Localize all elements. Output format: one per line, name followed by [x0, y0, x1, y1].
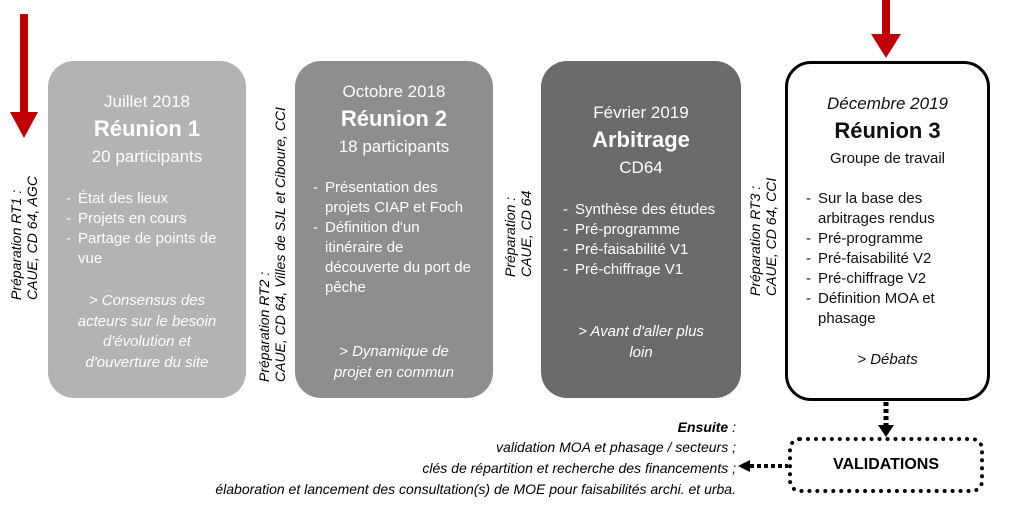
card-item: - Pré-faisabilité V2 — [806, 249, 982, 269]
card-note: > Débats — [857, 351, 918, 368]
card-item: - Définition MOA et phasage — [806, 289, 982, 329]
ensuite-line: élaboration et lancement des consultation(s) de MOE pour faisabilités archi. et urba. — [215, 481, 736, 497]
card-item: - Pré-programme — [806, 229, 982, 249]
end-arrow-icon — [871, 0, 901, 60]
card-item: - Pré-faisabilité V1 — [563, 240, 733, 260]
meeting-card-reunion-2 — [295, 61, 493, 398]
ensuite-line: validation MOA et phasage / secteurs ; — [496, 439, 736, 455]
card-subtitle: Groupe de travail — [829, 150, 946, 167]
card-subtitle: 20 participants — [91, 147, 203, 166]
card-items — [313, 178, 481, 298]
card-items — [66, 189, 238, 269]
card-subtitle: 18 participants — [338, 137, 450, 156]
card-item: - Pré-programme — [563, 220, 733, 240]
prep-label-rt2: Préparation RT2 : CAUE, CD 64, Villes de SJL et Ciboure, CCI — [256, 107, 288, 382]
prep-label-rt3: Préparation RT3 : CAUE, CD 64, CCI — [747, 177, 779, 296]
ensuite-line: clés de répartition et recherche des financements ; — [422, 460, 736, 476]
card-title: Arbitrage — [592, 127, 690, 152]
card-item: - État des lieux — [66, 189, 238, 209]
card-date: Décembre 2019 — [827, 94, 948, 113]
card-item: - Partage de points de vue — [66, 229, 238, 269]
validations-box — [788, 437, 984, 493]
card-item: - Définition d'un itinéraire de découverte du port de pêche — [313, 218, 481, 298]
card-item: - Sur la base des arbitrages rendus — [806, 189, 982, 229]
card-note: > Avant d'aller plus loin — [578, 323, 704, 361]
card-item: - Synthèse des études — [563, 200, 733, 220]
card-subtitle: CD64 — [619, 158, 663, 177]
card-note: > Consensus des acteurs sur le besoin d'évolution et d'ouverture du site — [77, 292, 217, 371]
down-dotted-arrow-icon — [876, 402, 896, 438]
card-item: - Projets en cours — [66, 209, 238, 229]
card-date: Février 2019 — [593, 103, 689, 122]
card-date: Juillet 2018 — [103, 92, 190, 111]
prep-label-rt1: Préparation RT1 : CAUE, CD 64, AGC — [8, 176, 40, 300]
card-items — [806, 189, 982, 329]
validations-label: VALIDATIONS — [832, 456, 940, 473]
card-title: Réunion 2 — [340, 106, 448, 131]
card-note: > Dynamique de projet en commun — [333, 343, 455, 381]
start-arrow-icon — [10, 14, 38, 140]
card-item: - Pré-chiffrage V1 — [563, 260, 733, 280]
meeting-card-reunion-1 — [48, 61, 246, 398]
card-item: - Pré-chiffrage V2 — [806, 269, 982, 289]
card-item: - Présentation des projets CIAP et Foch — [313, 178, 481, 218]
ensuite-heading: Ensuite : — [677, 419, 736, 435]
card-date: Octobre 2018 — [342, 82, 446, 101]
card-title: Réunion 3 — [834, 118, 941, 143]
card-title: Réunion 1 — [93, 116, 201, 141]
card-items — [563, 200, 733, 280]
left-dotted-arrow-icon — [738, 458, 788, 474]
prep-label-arbitrage: Préparation : CAUE, CD 64 — [502, 190, 534, 277]
meeting-card-arbitrage — [541, 61, 741, 398]
meeting-card-reunion-3 — [785, 61, 990, 401]
